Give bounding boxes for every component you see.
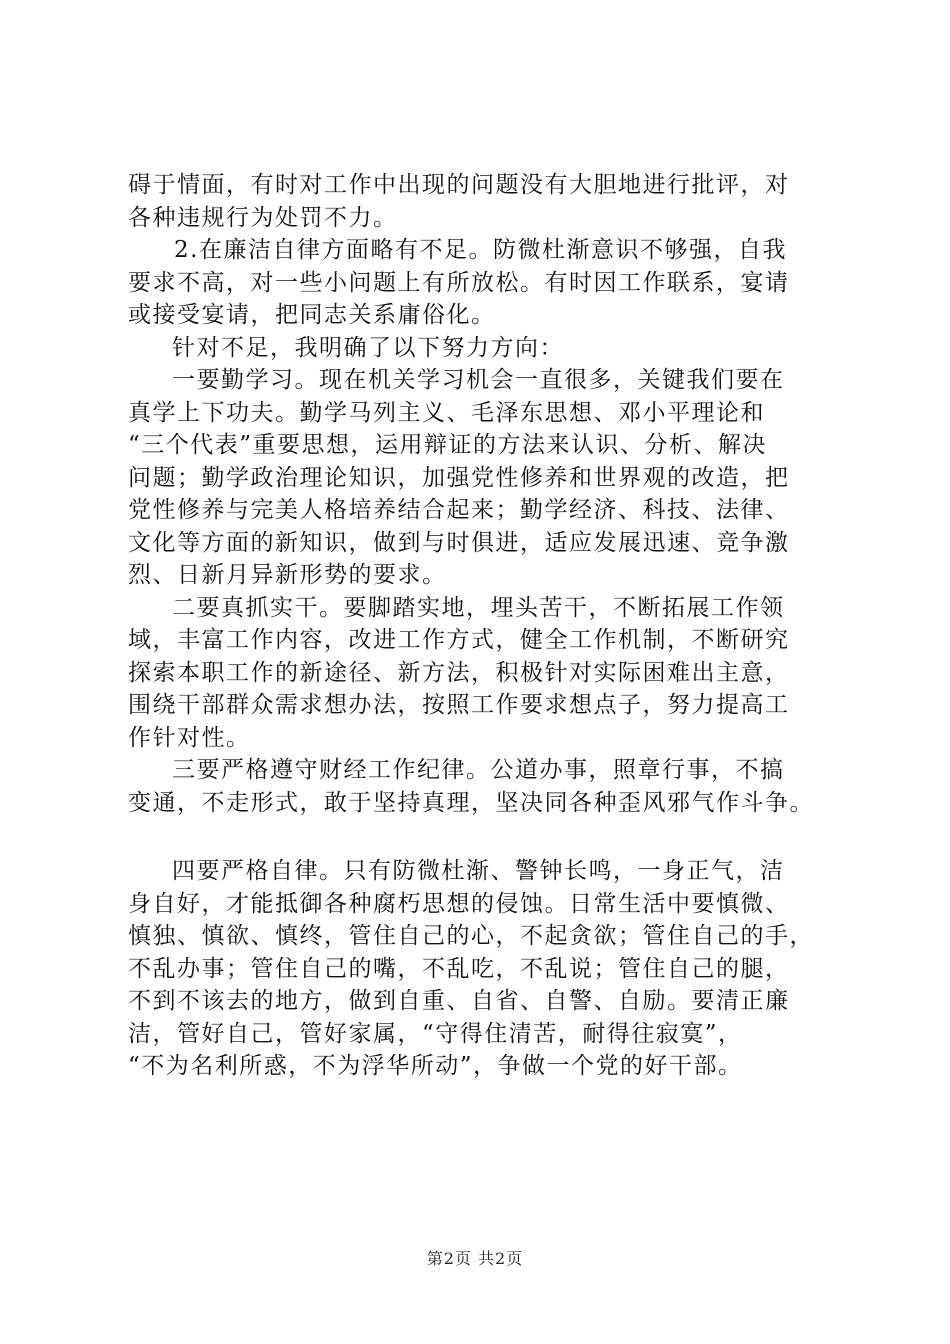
text-line: 作针对性。 (128, 724, 251, 751)
page-number: 第2页 共2页 (426, 1249, 524, 1268)
page-footer (0, 1246, 950, 1269)
paragraph-gap (128, 819, 844, 855)
text-line: 二要真抓实干。要脚踏实地，埋头苦干，不断拓展工作领 (172, 594, 785, 621)
text-line: 各种违规行为处罚不力。 (128, 204, 398, 231)
text-line: 党性修养与完美人格培养结合起来；勤学经济、科技、法律、 (128, 497, 790, 523)
document-body (128, 169, 844, 1083)
text-line: 围绕干部群众需求想办法，按照工作要求想点子，努力提高工 (128, 692, 790, 718)
text-line: 碍于情面，有时对工作中出现的问题没有大胆地进行批评，对 (128, 172, 790, 198)
text-line: 问题；勤学政治理论知识，加强党性修养和世界观的改造，把 (128, 464, 790, 491)
text-line: 探索本职工作的新途径、新方法，积极针对实际困难出主意， (128, 659, 790, 686)
text-line: “不为名利所惑，不为浮华所动”，争做一个党的好干部。 (128, 1053, 743, 1079)
text-line: 变通，不走形式，敢于坚持真理，坚决同各种歪风邪气作斗争。 (128, 789, 814, 816)
text-line: 真学上下功夫。勤学马列主义、毛泽东思想、邓小平理论和 (128, 399, 765, 426)
text-line: 或接受宴请，把同志关系庸俗化。 (128, 302, 496, 328)
text-line: 洁，管好自己，管好家属，“守得住清苦，耐得往寂寞”， (128, 1020, 743, 1047)
text-line: 要求不高，对一些小问题上有所放松。有时因工作联系，宴请 (128, 269, 790, 296)
text-line: 慎独、慎欲、慎终，管住自己的心，不起贪欲；管住自己的手， (128, 923, 814, 949)
text-line: 四要严格自律。只有防微杜渐、警钟长鸣，一身正气，洁 (172, 858, 785, 884)
text-line: 身自好，才能抵御各种腐朽思想的侵蚀。日常生活中要慎微、 (128, 890, 790, 917)
text-line: “三个代表”重要思想，运用辩证的方法来认识、分析、解决 (128, 432, 768, 458)
text-line: 域，丰富工作内容，改进工作方式，健全工作机制，不断研究 (128, 627, 790, 653)
text-line: 2.在廉洁自律方面略有不足。防微杜渐意识不够强，自我 (174, 237, 787, 263)
text-line: 烈、日新月异新形势的要求。 (128, 562, 447, 588)
text-line: 文化等方面的新知识，做到与时俱进，适应发展迅速、竞争激 (128, 529, 790, 556)
text-line: 一要勤学习。现在机关学习机会一直很多，关键我们要在 (172, 367, 785, 393)
text-line: 不到不该去的地方，做到自重、自省、自警、自励。要清正廉 (128, 988, 790, 1014)
text-line: 针对不足，我明确了以下努力方向： (172, 334, 564, 361)
text-line: 不乱办事；管住自己的嘴，不乱吃，不乱说；管住自己的腿， (128, 955, 790, 982)
text-line: 三要严格遵守财经工作纪律。公道办事，照章行事，不搞 (172, 757, 785, 783)
